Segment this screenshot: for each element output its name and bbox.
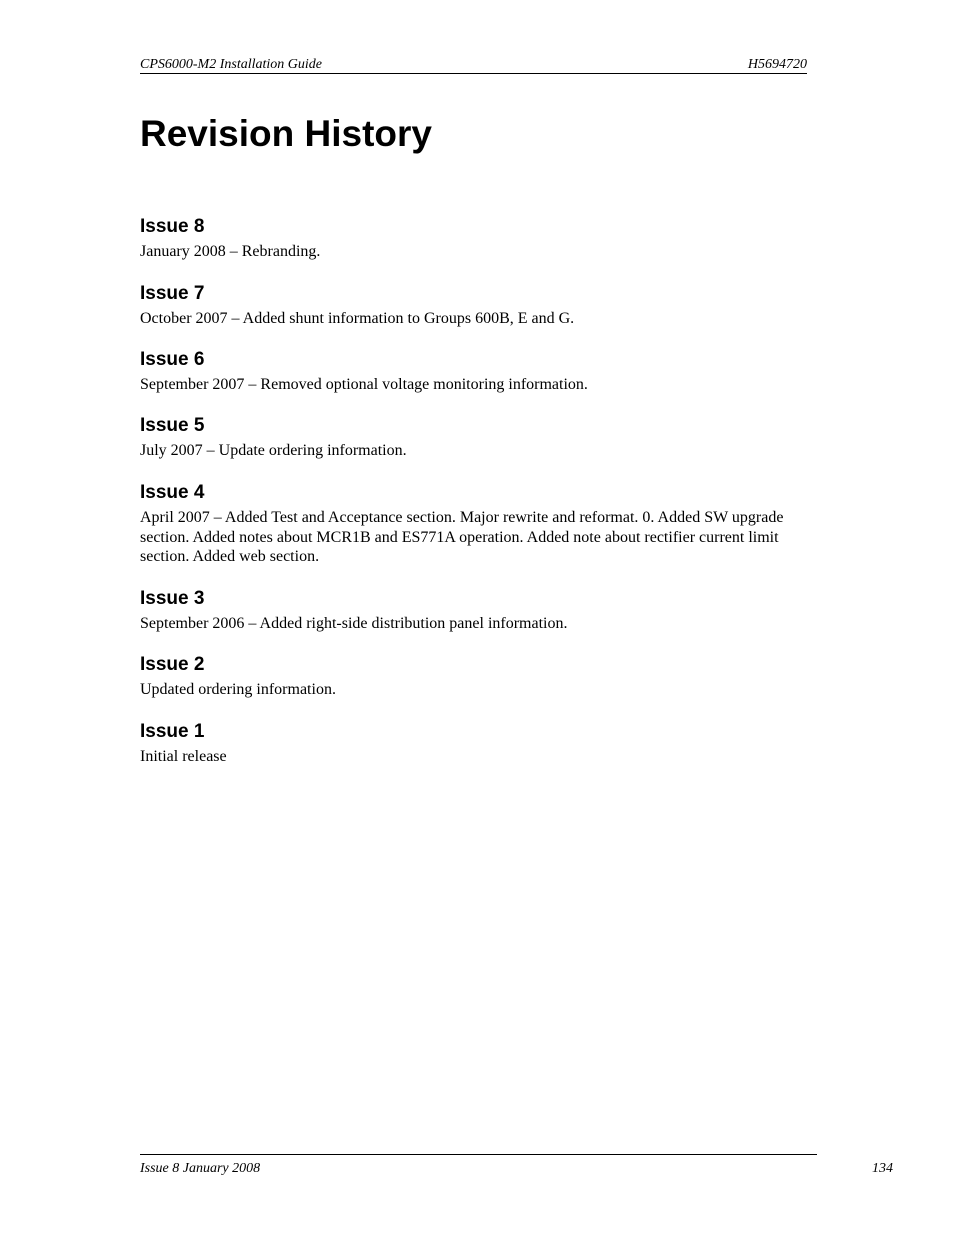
issue-section bbox=[140, 481, 810, 567]
page-footer bbox=[140, 1154, 893, 1176]
page-header bbox=[140, 56, 807, 74]
footer-divider bbox=[140, 1154, 817, 1155]
issue-heading: Issue 4 bbox=[140, 482, 205, 503]
header-doc-title: CPS6000-M2 Installation Guide bbox=[140, 57, 322, 72]
issue-section bbox=[140, 587, 810, 634]
issue-description: January 2008 – Rebranding. bbox=[140, 243, 321, 260]
issue-heading: Issue 1 bbox=[140, 721, 205, 742]
issue-heading: Issue 6 bbox=[140, 349, 205, 370]
issue-description: October 2007 – Added shunt information to Groups 600B, E and G. bbox=[140, 310, 575, 327]
footer-page-number: 134 bbox=[872, 1161, 893, 1176]
issue-section bbox=[140, 414, 810, 461]
issue-section bbox=[140, 720, 810, 767]
issue-heading: Issue 7 bbox=[140, 283, 205, 304]
issue-section bbox=[140, 653, 810, 700]
issue-section bbox=[140, 348, 810, 395]
issue-heading: Issue 8 bbox=[140, 216, 205, 237]
issue-section bbox=[140, 215, 810, 262]
issue-description: Initial release bbox=[140, 748, 227, 765]
issue-description: September 2007 – Removed optional voltage monitoring information. bbox=[140, 376, 588, 393]
issue-description: September 2006 – Added right-side distribution panel information. bbox=[140, 615, 568, 632]
issue-heading: Issue 5 bbox=[140, 415, 205, 436]
issue-description: April 2007 – Added Test and Acceptance section. Major rewrite and reformat. 0. Added SW upgrade section. Added notes about MCR1B and ES771A operation. Added note about rectifier current limit section. Added web section. bbox=[140, 509, 784, 565]
issue-description: July 2007 – Update ordering information. bbox=[140, 442, 407, 459]
issue-heading: Issue 3 bbox=[140, 588, 205, 609]
footer-issue-date: Issue 8 January 2008 bbox=[140, 1161, 261, 1176]
header-doc-number: H5694720 bbox=[747, 57, 807, 72]
issue-description: Updated ordering information. bbox=[140, 681, 336, 698]
issue-section bbox=[140, 282, 810, 329]
issue-heading: Issue 2 bbox=[140, 654, 205, 675]
page-title: Revision History bbox=[140, 113, 432, 154]
